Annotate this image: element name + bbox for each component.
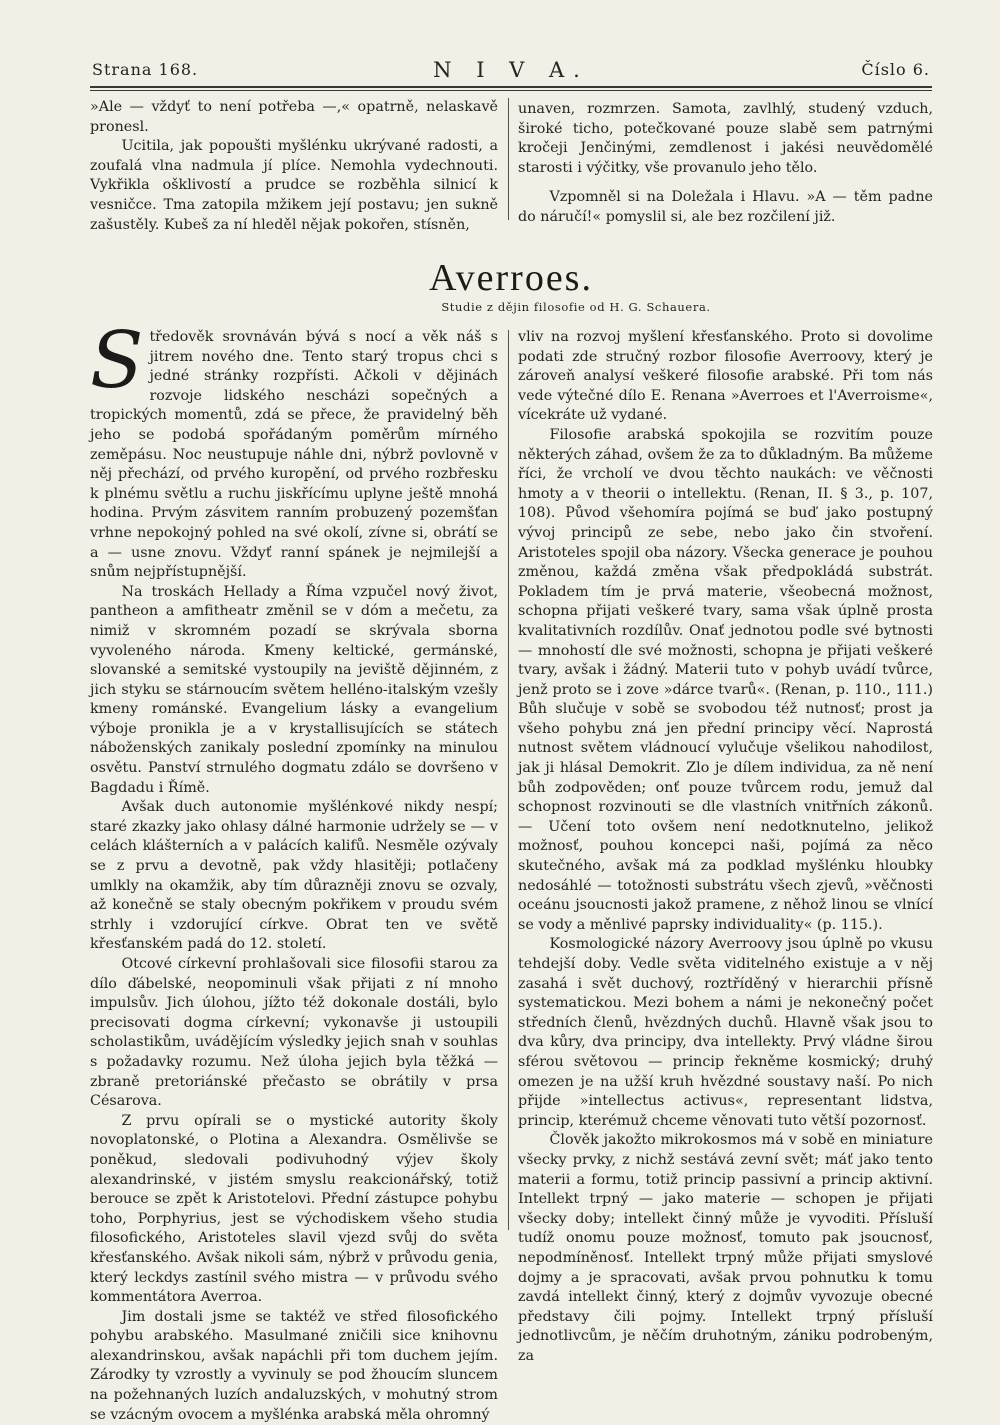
article-heading (90, 258, 932, 314)
column-divider (508, 330, 509, 1230)
paragraph: Vzpomněl si na Doležala i Hlavu. »A — těm padne do náručí!« pomyslil si, ale bez rozčilení již. (518, 189, 933, 225)
paragraph: Na troskách Hellady a Říma vzpučel nový život, pantheon a amfitheatr změnil se v dóm a mečetu, za nimiž v skromném pozadí se skrývala sborna vyvoleného národa. Kmeny keltické, germánské, slovanské a semitské vystoupily na jeviště dějinném, z jich styku se stárnoucím světem helléno-italským vzešly kmeny románské. Evangelium lásky a evangelium výboje pronikla je a v krystallisujících se státech náboženských zanikaly poslední zpomínky na minulou osvětu. Panství strnulého dogmatu zdálo se dovršeno v Bagdadu i Římě. (90, 583, 498, 796)
first-paragraph-text: tředověk srovnáván bývá s nocí a věk náš s jitrem nového dne. Tento starý tropus chci s jedné stránky rozpřísti. Ačkoli v dějinách rozvoje lidského nescházi sopečných a tropických momentů, zdá se přece, že pravidelný běh jeho se podobá spořádaným poměrům mírného zeměpásu. Noc neustupuje náhle dni, nýbrž povlovně v něj přechází, od prvého kuropění, od prvého rozbřesku k plnému světlu a ruchu jiskřícímu uplyne ještě mnohá hodina. Prvým zásvitem ranním probuzený pozemšťan vrhne nepokojný pohled na své okolí, zívne si, obrátí se a — usne znovu. Vždyť ranní spánek je nejmilejší a snům nejpřístupnější. (90, 329, 498, 581)
main-right-column (518, 328, 933, 1366)
issue-number: Číslo 6. (861, 60, 930, 79)
drop-cap: S (90, 316, 144, 406)
page-header (92, 58, 930, 82)
first-paragraph (90, 316, 498, 583)
paragraph: »Ale — vždyť to není potřeba —,« opatrně, nelaskavě pronesl. (90, 99, 498, 135)
page-number: Strana 168. (92, 60, 199, 79)
journal-title: N I V A. (433, 58, 589, 82)
paragraph: Jim dostali jsme se taktéž ve střed filosofického pohybu arabského. Masulmané zničili sice knihovnu alexandrinskou, avšak napáchli při tom duchem jejím. Zárodky ty vzrostly a vyvinuly se pod žhoucím sluncem na požehnaných luzích andaluzských, v mohutný strom se vzácným ovocem a myšlénka arabská měla ohromný (90, 1308, 498, 1423)
paragraph: Ucitila, jak popoušti myšlénku ukrývané radosti, a zoufalá vlna nadmula jí plíce. Nemohla vydechnouti. Vykřikla ošklivostí a prudce se rozběhla silnicí k vesničce. Tma zatopila mžikem její postavu; jen sukně zašustěly. Kubeš za ní hleděl nějak pokořen, stísněn, (90, 138, 498, 233)
article-title: Averroes. (429, 257, 593, 299)
paragraph: Z prvu opírali se o mystické autority školy novoplatonské, o Plotina a Alexandra. Osmělivše se poněkud, sledovali podivuhodný výjev školy alexandrinské, v jistém smyslu reakcionářský, totiž berouce se zpět k Aristotelovi. Přední zástupce pohybu toho, Porphyrius, jest se východiskem všeho studia filosofického, Aristoteles slavil vjezd svůj do světa křesťanského. Avšak nikoli sám, nýbrž v průvodu genia, který leckdys zastínil svého mistra — v průvodu svého kommentátora Averroa. (90, 1112, 498, 1306)
top-left-column (90, 98, 498, 235)
paragraph: vliv na rozvoj myšlení křesťanského. Proto si dovolime podati zde stručný rozbor filosofie Averroovy, který je zároveň analysí veškeré filosofie arabské. Při tom nás vede výtečné dílo E. Renana »Averroes et l'Averroisme«, vícekráte už vydané. (518, 329, 933, 424)
paragraph: Otcové církevní prohlašovali sice filosofii starou za dílo ďábelské, neopominuli však přijati z ní mnoho impulsův. Jich úlohou, jížto též dokonale dostáli, bylo precisovati dogma církevní; vykonavše ji ustoupili scholastikům, uváděјícím výsledky jejich snah v souhlas s požadavky rozumu. Než úloha jejich byla těžká — zbraně pretoriánské přečasto se obrátily v prsa Césarova. (90, 956, 498, 1110)
header-rule (90, 86, 932, 88)
paragraph: Avšak duch autonomie myšlénkové nikdy nespí; staré zkazky jako ohlasy dálné harmonie udržely se — v celách klášterních a v palácích kalifů. Nesměle ozývaly se z prvu a devotně, pak vždy hlasitěji; potlačeny umlkly na okamžik, aby tím důrazněji znovu se ozvaly, až konečně se staly obecným pokřikem v proudu svém strhly i vzdorující církve. Obrat ten ve světě křesťanském padá do 12. století. (90, 799, 498, 953)
paragraph: Filosofie arabská spokojila se rozvitím pouze některých záhad, ovšem že za to důkladným. Ba můžeme říci, že vrcholí ve dvou těchto naukách: ve věčnosti hmoty a v theorii o intellektu. (Renan, II. § 3., p. 107, 108). Původ všehomíra pojímá se buď jako postupný vývoj principů ze sebe, nebo jako čin stvoření. Aristoteles spojil oba názory. Všecka generace je pouhou změnou, každá změna však předpokládá substrát. Pokladem tím je prvá materie, všeobecná možnost, schopna přijati veškeré tvary, sama však úplně prosta kvalitativních rozdílův. Onať jednotou podle své bytnosti — mnohostí dle své možnosti, schopna je přijati veškeré tvary, avšak i žádný. Materii tuto v pohyb uvádí tvůrce, jenž proto se i zove »dárce tvarů«. (Renan, p. 110., 111.) Bůh slučuje v sobě se svobodou též nutnosť; prost ja všeho pohybu zná jen přední principy věcí. Naprostá nutnost světem vládnoucí vylučuje všelikou nahodilost, jak ji hlásal Demokrit. Zlo je dílem individua, za ně není bůh zodpověden; onť pouze tvůrcem rodu, jemuž dal schopnost rozvinouti se dle vlastních vnitřních zákonů. — Učení toto ovšem není nedotknutelno, jelikož možnosť, pouhou koncepci naši, pojímá za něco skutečného, avšak má za podklad myšlénku hloubky nedosáhlé — totožnosti substrátu všech zjevů, »věčnosti oceánu jsoucnosti jakož pramene, z něhož linou se vlnící se vody a měnlivé paprsky individuality« (p. 115.). (518, 426, 933, 933)
top-right-column (518, 100, 933, 228)
header-rule-thin (90, 90, 932, 91)
main-left-column (90, 316, 498, 1425)
column-divider (508, 98, 509, 220)
article-subtitle: Studie z dějin filosofie od H. G. Schauera. (441, 300, 711, 314)
paragraph: unaven, rozmrzen. Samota, zavlhlý, studený vzduch, široké ticho, potečkované pouze slabě sem patrnými kročeji Jenčinými, zemdlenost i jakési neuvědomělé starosti i výčitky, vše provanulo jeho tělo. (518, 101, 933, 176)
paragraph: Člověk jakožto mikrokosmos má v sobě en miniature všecky prvky, z nichž sestává zevní svět; máť jako tento materii a formu, totiž princip passivní a princip aktivní. Intellekt trpný — jako materie — schopen je přijati všecky doby; intellekt činný může je vyvoditi. Přísluší tudíž onomu pouze možnosť, tomuto pak jsoucnosť, nepodmíněnosť. Intellekt trpný může přijati smyslové dojmy a je spracovati, avšak prvou pohnutku k tomu zavdá intellekt činný, který z dojmův vyvozuje obecné představy čili pojmy. Intellekt trpný přísluší jednotlivcům, je něčím druhotným, zániku podrobeným, za (518, 1132, 933, 1364)
paragraph: Kosmologické názory Averroovy jsou úplně po vkusu tehdejší doby. Vedle světa viditelného existuje a v něj zasahá i svět duchový, roztříděný v hierarchii přísně systematickou. Mezi bohem a námi je nekonečný počet středních členů, hvězdných duchů. Hlavně však jsou to dva kůry, dva principy, dva intellekty. Prvý vládne širou sférou světovou — princip řekněme kosmický; druhý omezen je na užší kruh hvězdné soustavy naší. Po nich přijde »intellectus activus«, representant lidstva, princip, kterémuž chceme věnovati tuto větší pozornosť. (518, 936, 933, 1129)
